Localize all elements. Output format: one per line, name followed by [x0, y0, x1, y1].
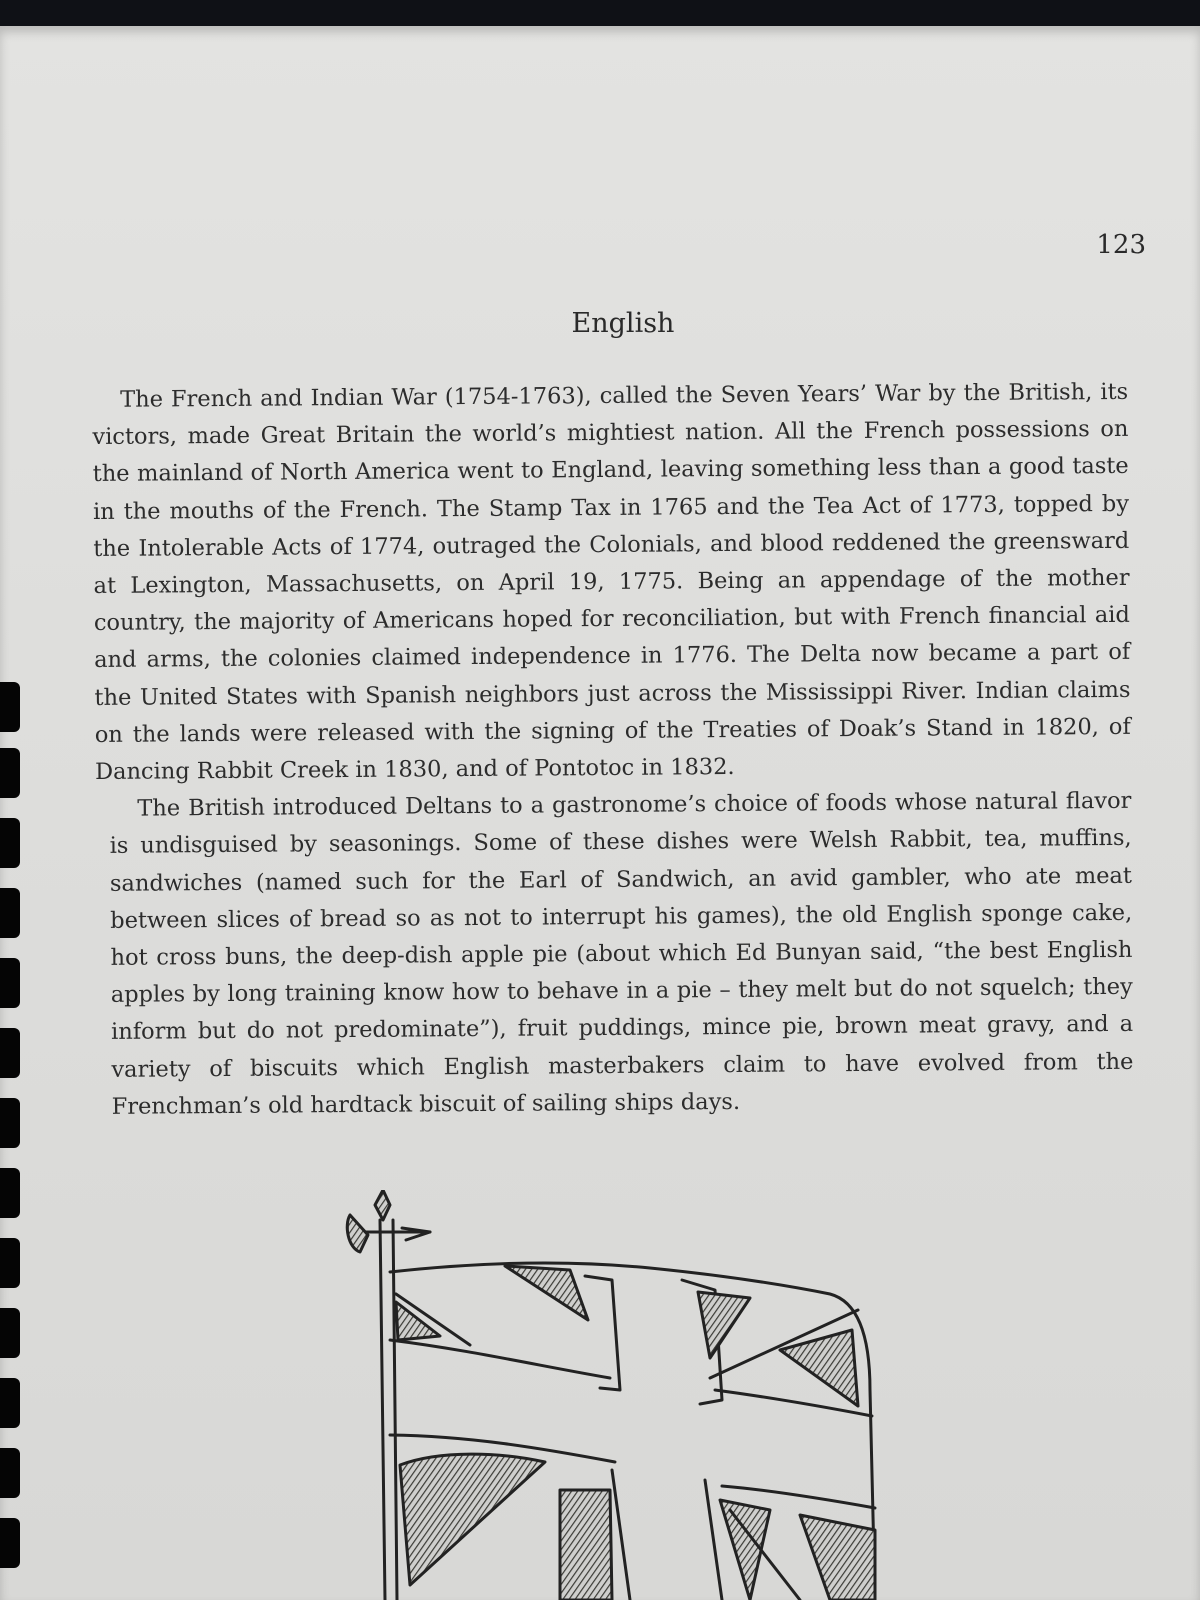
- union-jack-flag-icon: [330, 1190, 910, 1600]
- body-text: [92, 374, 1134, 1126]
- paragraph: The French and Indian War (1754-1763), called the Seven Years’ War by the British, its victors, made Great Britain the world’s mightiest nation. All the French possessions on the mainland of North America went to England, leaving something less than a good taste in the mouths of the French. The Stamp Tax in 1765 and the Tea Act of 1773, topped by the Intolerable Acts of 1774, outraged the Colonials, and blood reddened the greensward at Lexington, Massachusetts, on April 19, 1775. Being an appendage of the mother country, the majority of Americans hoped for reconciliation, but with French financial aid and arms, the colonies claimed independence in 1776. The Delta now became a part of the United States with Spanish neighbors just across the Mississippi River. Indian claims on the lands were released with the signing of the Treaties of Doak’s Stand in 1820, of Dancing Rabbit Creek in 1830, and of Pontotoc in 1832.: [92, 378, 1131, 786]
- page-number: 123: [1096, 230, 1146, 260]
- section-heading: English: [571, 308, 675, 339]
- paragraph: The British introduced Deltans to a gastronome’s choice of foods whose natural flavor is undisguised by seasonings. Some of these dishes were Welsh Rabbit, tea, muffins, sandwiches (named such for the Earl of Sandwich, an avid gambler, who ate meat between slices of bread so as not to interrupt his games), the old English sponge cake, hot cross buns, the deep-dish apple pie (about which Ed Bunyan said, “the best English apples by long training know how to behave in a pie – they melt but do not squelch; they inform but do not predominate”), fruit puddings, mince pie, brown meat gravy, and a variety of biscuits which English masterbakers claim to have evolved from the Frenchman’s old hardtack biscuit of sailing ships days.: [109, 788, 1134, 1120]
